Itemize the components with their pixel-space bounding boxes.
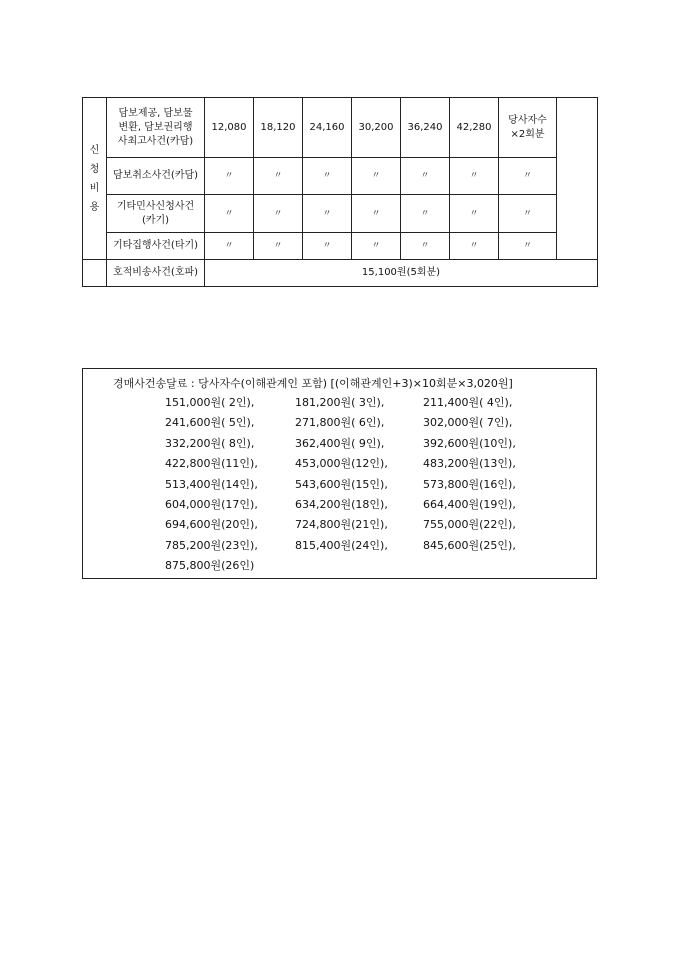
amount-item: 453,000원(12인), xyxy=(295,457,388,471)
amount-item: 694,600원(20인), xyxy=(165,518,258,532)
fee-cell: 12,080 xyxy=(205,98,254,158)
amount-item: 604,000원(17인), xyxy=(165,498,258,511)
amount-item: 211,400원( 4인), xyxy=(423,396,513,409)
amount-item: 271,800원( 6인), xyxy=(295,416,385,430)
ditto-mark: 〃 xyxy=(254,195,303,233)
table-row xyxy=(83,195,598,233)
amount-item: 845,600원(25인), xyxy=(423,538,516,552)
table-row xyxy=(83,158,598,195)
amount-item: 634,200원(18인), xyxy=(295,498,388,511)
ditto-mark: 〃 xyxy=(450,158,499,195)
merged-fee-cell: 15,100원(5회분) xyxy=(205,260,598,287)
ditto-mark: 〃 xyxy=(499,158,557,195)
table-row xyxy=(83,233,598,260)
ditto-mark: 〃 xyxy=(303,233,352,260)
amount-item: 241,600원( 5인), xyxy=(165,416,255,430)
ditto-mark: 〃 xyxy=(499,195,557,233)
amount-item: 785,200원(23인), xyxy=(165,538,258,552)
table-row xyxy=(83,98,598,158)
side-label: 신 청 비 용 xyxy=(83,98,107,260)
ditto-mark: 〃 xyxy=(352,158,401,195)
fee-cell: 36,240 xyxy=(401,98,450,158)
row-label: 담보제공, 담보물 변환, 담보권리행 사최고사건(카담) xyxy=(107,98,205,158)
amount-item: 422,800원(11인), xyxy=(165,457,258,471)
amount-item: 815,400원(24인), xyxy=(295,538,388,552)
amount-item: 302,000원( 7인), xyxy=(423,416,513,430)
ditto-mark: 〃 xyxy=(401,195,450,233)
ditto-mark: 〃 xyxy=(450,233,499,260)
amount-item: 332,200원( 8인), xyxy=(165,436,255,450)
amount-item: 362,400원( 9인), xyxy=(295,436,385,450)
ditto-mark: 〃 xyxy=(450,195,499,233)
ditto-mark: 〃 xyxy=(352,195,401,233)
empty-cell xyxy=(557,98,598,260)
amount-item: 181,200원( 3인), xyxy=(295,396,385,409)
row-label: 기타민사신청사건 (카기) xyxy=(107,195,205,233)
ditto-mark: 〃 xyxy=(205,233,254,260)
fee-cell: 24,160 xyxy=(303,98,352,158)
fee-table xyxy=(82,97,598,287)
ditto-mark: 〃 xyxy=(401,233,450,260)
amount-item: 151,000원( 2인), xyxy=(165,396,255,409)
amount-item: 755,000원(22인), xyxy=(423,518,516,532)
amount-item: 513,400원(14인), xyxy=(165,477,258,491)
amount-item: 724,800원(21인), xyxy=(295,518,388,532)
fee-cell: 18,120 xyxy=(254,98,303,158)
amount-item: 392,600원(10인), xyxy=(423,436,516,450)
amount-item: 664,400원(19인), xyxy=(423,498,516,511)
row-label: 담보취소사건(카담) xyxy=(107,158,205,195)
fee-cell: 42,280 xyxy=(450,98,499,158)
table-row xyxy=(83,260,598,287)
amount-item: 573,800원(16인), xyxy=(423,477,516,491)
auction-fee-box xyxy=(82,368,597,579)
fee-cell: 당사자수 ×2회분 xyxy=(499,98,557,158)
ditto-mark: 〃 xyxy=(499,233,557,260)
ditto-mark: 〃 xyxy=(205,158,254,195)
fee-cell: 30,200 xyxy=(352,98,401,158)
ditto-mark: 〃 xyxy=(303,195,352,233)
row-label: 기타집행사건(타기) xyxy=(107,233,205,260)
ditto-mark: 〃 xyxy=(352,233,401,260)
row-label: 호적비송사건(호파) xyxy=(107,260,205,287)
ditto-mark: 〃 xyxy=(401,158,450,195)
ditto-mark: 〃 xyxy=(254,233,303,260)
ditto-mark: 〃 xyxy=(254,158,303,195)
ditto-mark: 〃 xyxy=(205,195,254,233)
amount-item: 483,200원(13인), xyxy=(423,457,516,471)
auction-heading: 경매사건송달료 : 당사자수(이해관계인 포함) [(이해관계인+3)×10회분×3,020원] xyxy=(113,377,513,390)
amount-item: 875,800원(26인) xyxy=(165,559,255,573)
empty-cell xyxy=(83,260,107,287)
amount-item: 543,600원(15인), xyxy=(295,477,388,491)
ditto-mark: 〃 xyxy=(303,158,352,195)
